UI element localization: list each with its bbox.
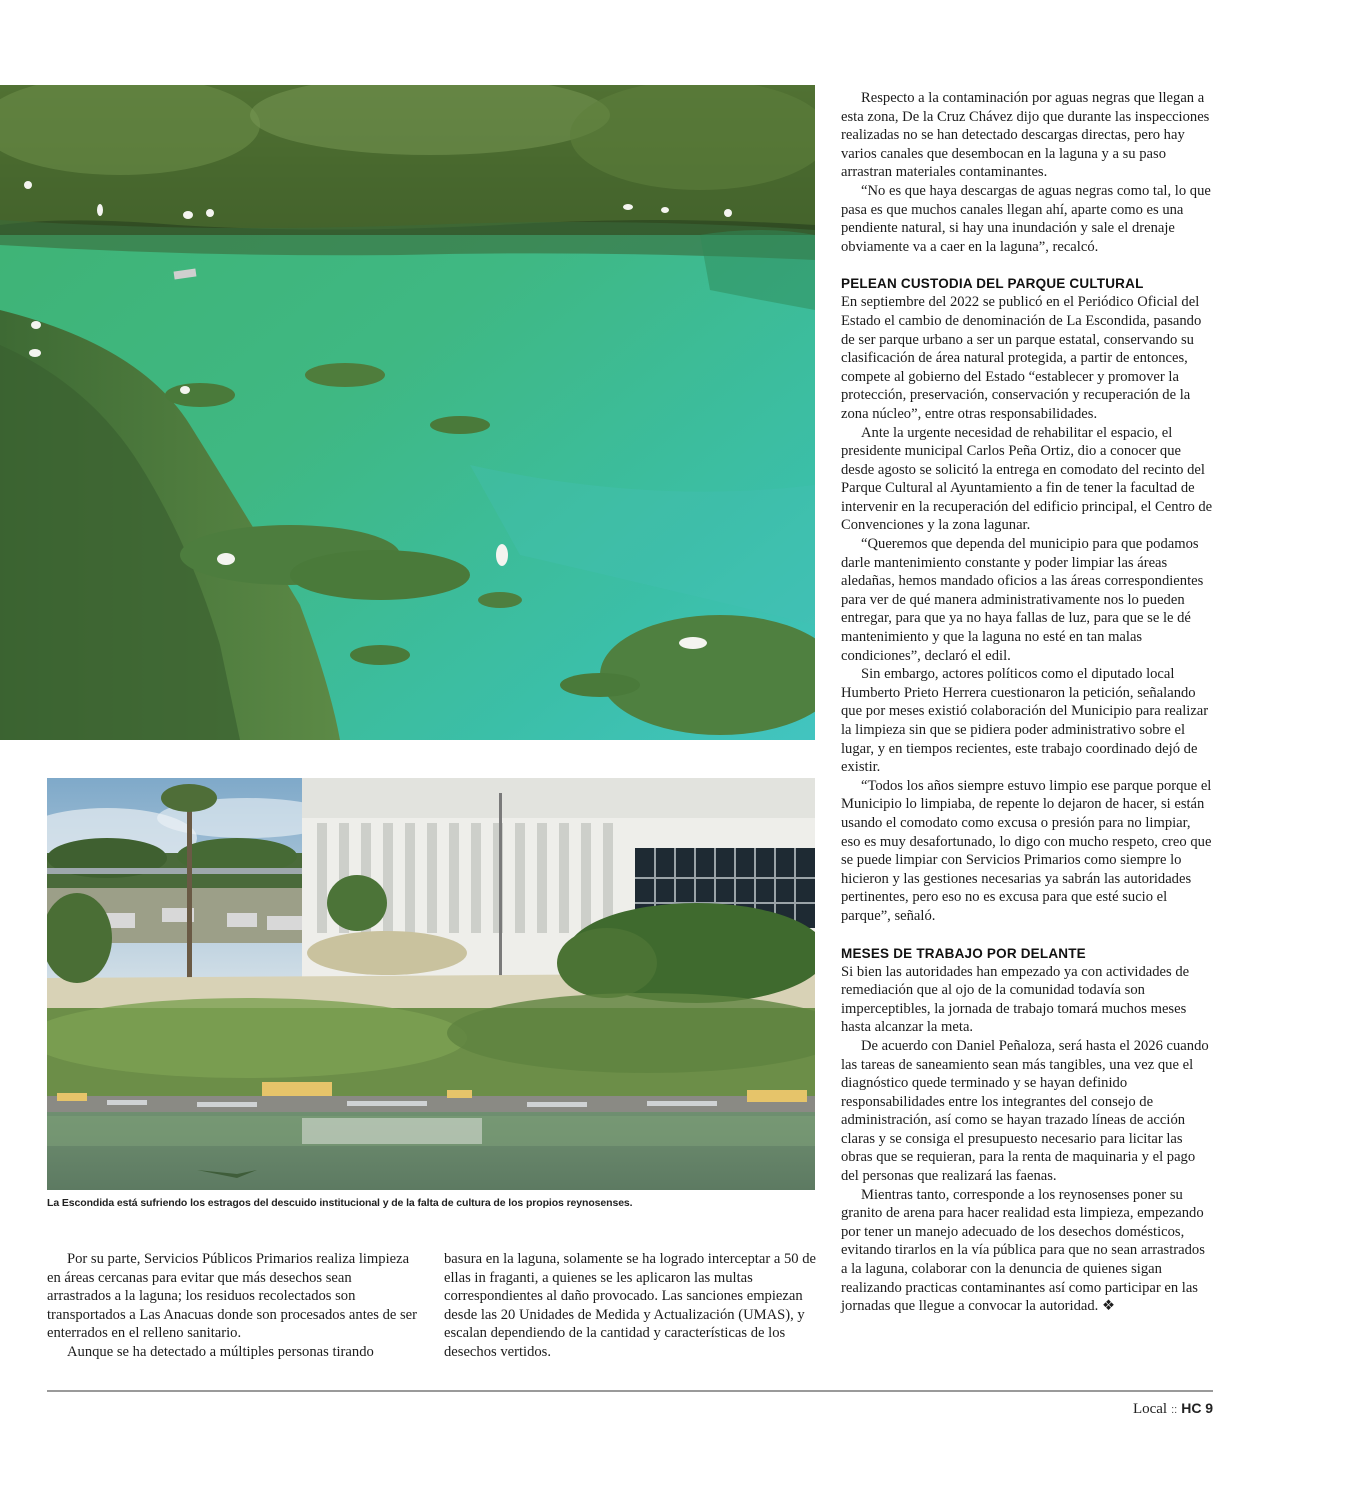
bottom-left-column (47, 1250, 419, 1362)
section1-paragraph-2: Ante la urgente necesidad de rehabilitar el espacio, el presidente municipal Carlos Peña Ortiz, dio a conocer que desde agosto se solicitó la entrega en comodato del recinto del Parque Cultural al Ayuntamiento a fin de tener la facultad de intervenir en la recuperación del edificio principal, el Centro de Convenciones y la zona lagunar. (841, 424, 1213, 534)
intro-paragraph-1: Respecto a la contaminación por aguas negras que llegan a esta zona, De la Cruz Chávez dijo que durante las inspecciones realizadas no se han detectado descargas directas, pero hay varios canales que desembocan en la laguna y a su paso arrastran materiales contaminantes. (841, 90, 1210, 181)
section-heading-custodia: PELEAN CUSTODIA DEL PARQUE CULTURAL (841, 276, 1144, 292)
page-footer (1133, 1400, 1213, 1418)
bottom-middle-paragraph-1: basura en la laguna, solamente se ha logrado interceptar a 50 de ellas in fraganti, a quienes se les aplicaron las multas correspondientes al daño provocado. Las sanciones empiezan desde las 20 Unidades de Medida y Actualización (UMAS), y escalan dependiendo de la cantidad y características de los desechos vertidos. (444, 1251, 816, 1360)
section2-paragraph-2: De acuerdo con Daniel Peñaloza, será hasta el 2026 cuando las tareas de saneamiento sean más tangibles, una vez que el diagnóstico quede terminado y se hayan definido responsabilidades entre los integrantes del consejo de administración, así como se hayan trazado líneas de acción claras y se consiga el presupuesto necesario para licitar las obras que se requieran, para la renta de maquinaria y el pago del personas que realizará las faenas. (841, 1037, 1209, 1185)
intro-paragraph-2: “No es que haya descargas de aguas negras como tal, lo que pasa es que muchos canales llegan ahí, aparte como es una pendiente natural, si hay una inundación y sale el drenaje obviamente va a caer en la laguna”, recalcó. (841, 182, 1211, 255)
footer-section: Local (1132, 1401, 1168, 1417)
footer-separator: :: (1171, 1404, 1178, 1416)
lagoon-illustration (0, 85, 815, 740)
footer-brand: HC (1181, 1400, 1202, 1416)
bottom-left-paragraph-1: Por su parte, Servicios Públicos Primarios realiza limpieza en áreas cercanas para evitar que más desechos sean arrastrados a la laguna; los residuos recolectados son transportados a Las Anacuas donde son procesados antes de ser enterrados en el relleno sanitario. (47, 1251, 418, 1342)
section1-paragraph-5: “Todos los años siempre estuvo limpio ese parque porque el Municipio lo limpiaba, de repente lo dejaron de hacer, si están usando el comodato como excusa o presión para no limpiar, eso es muy desafortunado, lo digo con mucho respeto, creo que se puede limpiar con Servicios Primarios como siempre lo hicieron y las gestiones necesarias ya sabrán las autoridades pertinentes, pero eso no es excusa para que esté sucio el parque”, señaló. (841, 777, 1212, 924)
parque-cultural-photo (47, 778, 815, 1190)
section2-paragraph-3: Mientras tanto, corresponde a los reynosenses poner su granito de arena para hacer realidad esta limpieza, empezando por tener un manejo adecuado de los desechos domésticos, evitando tirarlos en la vía pública para que no sean arrastrados a la laguna, colaborar con la denuncia de quienes sigan realizando practicas contaminantes así como participar en las jornadas que llegue a convocar la autoridad. ❖ (841, 1186, 1205, 1315)
footer-rule (47, 1390, 1213, 1392)
right-column (841, 89, 1213, 1316)
section1-paragraph-1: En septiembre del 2022 se publicó en el Periódico Oficial del Estado el cambio de denominación de La Escondida, pasando de ser parque urbano a ser un parque estatal, conservando su clasificación de área natural protegida, a partir de entonces, compete al gobierno del Estado “establecer y promover la protección, preservación, conservación y recuperación de la zona núcleo”, entre otras responsabilidades. (841, 294, 1202, 422)
section1-paragraph-4: Sin embargo, actores políticos como el diputado local Humberto Prieto Herrera cuestionaron la petición, señalando que por meses existió colaboración del Municipio para realizar la limpieza sin que se pidiera poder administrativo sobre el lugar, y en tiempos recientes, este trabajo coordinado dejó de existir. (841, 666, 1209, 776)
page-number: 9 (1205, 1400, 1213, 1416)
section2-paragraph-1: Si bien las autoridades han empezado ya con actividades de remediación que al ojo de la comunidad todavía son imperceptibles, la jornada de trabajo tomará muchos meses hasta alcanzar la meta. (841, 963, 1190, 1036)
photo-caption: La Escondida está sufriendo los estragos del descuido institucional y de la falta de cultura de los propios reynosenses. (47, 1197, 633, 1209)
parque-cultural-illustration (47, 778, 815, 1190)
bottom-left-paragraph-2: Aunque se ha detectado a múltiples personas tirando (67, 1343, 374, 1360)
section1-paragraph-3: “Queremos que dependa del municipio para que podamos darle mantenimiento constante y poder limpiar las áreas aledañas, hemos mandado oficios a las áreas correspondientes para ver de qué manera administrativamente nos lo pueden entregar, para que ya no haya fallas de luz, para que se le dé mantenimiento y que la laguna no esté en tan malas condiciones”, declaró el edil. (841, 536, 1204, 664)
bottom-middle-column (444, 1250, 816, 1362)
section-heading-meses: MESES DE TRABAJO POR DELANTE (841, 945, 1086, 961)
lagoon-photo (0, 85, 815, 740)
